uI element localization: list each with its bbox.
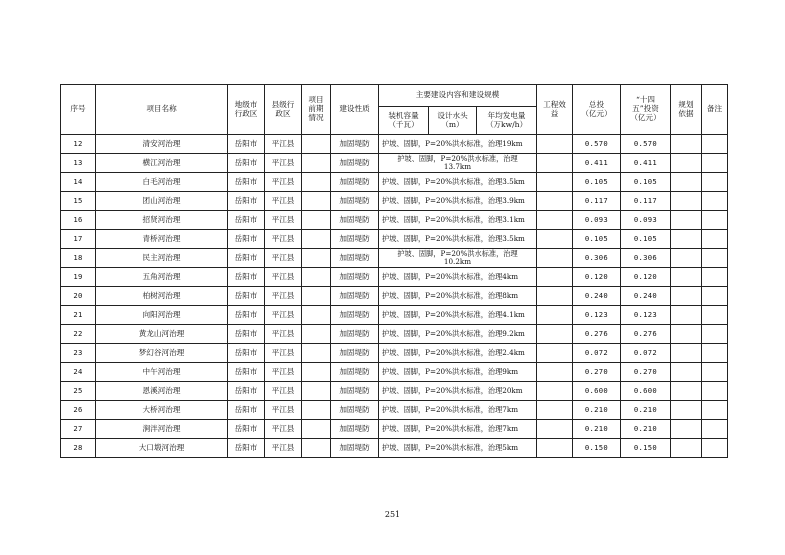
cell-benefit — [537, 135, 573, 154]
cell-nature: 加固堤防 — [331, 249, 379, 268]
cell-seq: 22 — [61, 325, 96, 344]
cell-city: 岳阳市 — [228, 287, 265, 306]
cell-basis — [671, 306, 702, 325]
cell-county: 平江县 — [265, 268, 302, 287]
cell-note — [702, 401, 728, 420]
cell-total-investment: 0.600 — [573, 382, 621, 401]
cell-basis — [671, 287, 702, 306]
cell-construction-scale: 护坡、固脚，P=20%洪水标准，治理3.1km — [379, 211, 537, 230]
cell-city: 岳阳市 — [228, 382, 265, 401]
cell-county: 平江县 — [265, 344, 302, 363]
cell-total-investment: 0.105 — [573, 173, 621, 192]
cell-benefit — [537, 268, 573, 287]
cell-construction-scale: 护坡、固脚，P=20%洪水标准，治理7km — [379, 420, 537, 439]
cell-prelim — [302, 154, 331, 173]
cell-benefit — [537, 211, 573, 230]
cell-benefit — [537, 439, 573, 458]
cell-note — [702, 363, 728, 382]
cell-prelim — [302, 439, 331, 458]
cell-project-name: 五角河治理 — [96, 268, 228, 287]
cell-project-name: 团山河治理 — [96, 192, 228, 211]
cell-construction-scale: 护坡、固脚，P=20%洪水标准，治理9.2km — [379, 325, 537, 344]
table-row — [61, 268, 728, 287]
cell-prelim — [302, 192, 331, 211]
cell-project-name: 中午河治理 — [96, 363, 228, 382]
cell-prelim — [302, 325, 331, 344]
cell-note — [702, 211, 728, 230]
cell-project-name: 横江河治理 — [96, 154, 228, 173]
cell-14th-investment: 0.210 — [621, 401, 671, 420]
table-row — [61, 173, 728, 192]
cell-construction-scale: 护坡、固脚，P=20%洪水标准，治理3.5km — [379, 173, 537, 192]
cell-city: 岳阳市 — [228, 211, 265, 230]
cell-total-investment: 0.123 — [573, 306, 621, 325]
cell-total-investment: 0.276 — [573, 325, 621, 344]
cell-construction-scale: 护坡、固脚，P=20%洪水标准，治理 10.2km — [379, 249, 537, 268]
cell-benefit — [537, 306, 573, 325]
table-row — [61, 344, 728, 363]
table-row — [61, 420, 728, 439]
cell-city: 岳阳市 — [228, 401, 265, 420]
cell-basis — [671, 192, 702, 211]
cell-construction-scale: 护坡、固脚，P=20%洪水标准，治理4.1km — [379, 306, 537, 325]
table-row — [61, 363, 728, 382]
table-row — [61, 401, 728, 420]
cell-construction-scale: 护坡、固脚，P=20%洪水标准，治理4km — [379, 268, 537, 287]
cell-note — [702, 439, 728, 458]
cell-seq: 23 — [61, 344, 96, 363]
cell-14th-investment: 0.240 — [621, 287, 671, 306]
cell-project-name: 民主河治理 — [96, 249, 228, 268]
cell-seq: 17 — [61, 230, 96, 249]
cell-county: 平江县 — [265, 325, 302, 344]
header-prelim: 项目 前期 情况 — [302, 85, 331, 135]
header-main-scale: 主要建设内容和建设规模 — [379, 85, 537, 107]
cell-county: 平江县 — [265, 249, 302, 268]
cell-seq: 27 — [61, 420, 96, 439]
cell-seq: 18 — [61, 249, 96, 268]
cell-benefit — [537, 230, 573, 249]
cell-basis — [671, 211, 702, 230]
table-row — [61, 230, 728, 249]
cell-construction-scale: 护坡、固脚，P=20%洪水标准，治理8km — [379, 287, 537, 306]
cell-county: 平江县 — [265, 382, 302, 401]
header-nature: 建设性质 — [331, 85, 379, 135]
cell-nature: 加固堤防 — [331, 154, 379, 173]
cell-note — [702, 135, 728, 154]
header-head: 设计水头 （m） — [429, 107, 477, 135]
cell-total-investment: 0.150 — [573, 439, 621, 458]
page-number: 251 — [384, 510, 401, 519]
cell-14th-investment: 0.210 — [621, 420, 671, 439]
cell-project-name: 清安河治理 — [96, 135, 228, 154]
cell-city: 岳阳市 — [228, 192, 265, 211]
cell-project-name: 招贤河治理 — [96, 211, 228, 230]
cell-benefit — [537, 192, 573, 211]
header-project-name: 项目名称 — [96, 85, 228, 135]
cell-total-investment: 0.093 — [573, 211, 621, 230]
cell-note — [702, 192, 728, 211]
table-row — [61, 249, 728, 268]
cell-basis — [671, 154, 702, 173]
cell-seq: 28 — [61, 439, 96, 458]
cell-construction-scale: 护坡、固脚，P=20%洪水标准，治理5km — [379, 439, 537, 458]
cell-note — [702, 173, 728, 192]
cell-benefit — [537, 287, 573, 306]
cell-city: 岳阳市 — [228, 344, 265, 363]
cell-benefit — [537, 249, 573, 268]
cell-prelim — [302, 401, 331, 420]
cell-basis — [671, 249, 702, 268]
cell-project-name: 柏树河治理 — [96, 287, 228, 306]
cell-nature: 加固堤防 — [331, 306, 379, 325]
cell-nature: 加固堤防 — [331, 211, 379, 230]
cell-county: 平江县 — [265, 135, 302, 154]
cell-total-investment: 0.117 — [573, 192, 621, 211]
cell-basis — [671, 173, 702, 192]
header-city: 地级市 行政区 — [228, 85, 265, 135]
cell-nature: 加固堤防 — [331, 173, 379, 192]
cell-benefit — [537, 173, 573, 192]
cell-county: 平江县 — [265, 192, 302, 211]
cell-city: 岳阳市 — [228, 173, 265, 192]
cell-total-investment: 0.240 — [573, 287, 621, 306]
cell-basis — [671, 382, 702, 401]
cell-city: 岳阳市 — [228, 420, 265, 439]
cell-nature: 加固堤防 — [331, 230, 379, 249]
cell-county: 平江县 — [265, 439, 302, 458]
cell-project-name: 青桥河治理 — [96, 230, 228, 249]
cell-nature: 加固堤防 — [331, 401, 379, 420]
cell-14th-investment: 0.105 — [621, 173, 671, 192]
cell-seq: 16 — [61, 211, 96, 230]
cell-seq: 25 — [61, 382, 96, 401]
cell-city: 岳阳市 — [228, 249, 265, 268]
cell-total-investment: 0.411 — [573, 154, 621, 173]
cell-seq: 24 — [61, 363, 96, 382]
cell-note — [702, 230, 728, 249]
header-benefit: 工程效 益 — [537, 85, 573, 135]
cell-project-name: 恩溪河治理 — [96, 382, 228, 401]
cell-nature: 加固堤防 — [331, 268, 379, 287]
cell-14th-investment: 0.411 — [621, 154, 671, 173]
cell-total-investment: 0.072 — [573, 344, 621, 363]
cell-project-name: 大桥河治理 — [96, 401, 228, 420]
cell-city: 岳阳市 — [228, 363, 265, 382]
cell-city: 岳阳市 — [228, 325, 265, 344]
cell-14th-investment: 0.570 — [621, 135, 671, 154]
cell-basis — [671, 401, 702, 420]
cell-county: 平江县 — [265, 230, 302, 249]
cell-note — [702, 325, 728, 344]
table-row — [61, 439, 728, 458]
cell-14th-investment: 0.306 — [621, 249, 671, 268]
table-row — [61, 135, 728, 154]
cell-nature: 加固堤防 — [331, 363, 379, 382]
header-total-investment: 总投 （亿元） — [573, 85, 621, 135]
cell-nature: 加固堤防 — [331, 420, 379, 439]
cell-nature: 加固堤防 — [331, 135, 379, 154]
cell-prelim — [302, 249, 331, 268]
cell-benefit — [537, 420, 573, 439]
cell-note — [702, 154, 728, 173]
cell-county: 平江县 — [265, 420, 302, 439]
cell-prelim — [302, 420, 331, 439]
cell-total-investment: 0.570 — [573, 135, 621, 154]
cell-note — [702, 249, 728, 268]
table-row — [61, 154, 728, 173]
cell-nature: 加固堤防 — [331, 192, 379, 211]
cell-prelim — [302, 382, 331, 401]
cell-construction-scale: 护坡、固脚，P=20%洪水标准，治理19km — [379, 135, 537, 154]
cell-county: 平江县 — [265, 287, 302, 306]
cell-note — [702, 382, 728, 401]
cell-construction-scale: 护坡、固脚，P=20%洪水标准，治理20km — [379, 382, 537, 401]
cell-construction-scale: 护坡、固脚，P=20%洪水标准，治理9km — [379, 363, 537, 382]
cell-county: 平江县 — [265, 154, 302, 173]
cell-project-name: 白毛河治理 — [96, 173, 228, 192]
table-row — [61, 325, 728, 344]
cell-total-investment: 0.120 — [573, 268, 621, 287]
cell-seq: 20 — [61, 287, 96, 306]
cell-nature: 加固堤防 — [331, 287, 379, 306]
cell-total-investment: 0.306 — [573, 249, 621, 268]
cell-prelim — [302, 287, 331, 306]
cell-basis — [671, 135, 702, 154]
cell-benefit — [537, 344, 573, 363]
header-county: 县级行 政区 — [265, 85, 302, 135]
cell-construction-scale: 护坡、固脚，P=20%洪水标准，治理7km — [379, 401, 537, 420]
cell-county: 平江县 — [265, 306, 302, 325]
cell-city: 岳阳市 — [228, 154, 265, 173]
cell-benefit — [537, 382, 573, 401]
cell-benefit — [537, 363, 573, 382]
cell-basis — [671, 439, 702, 458]
cell-basis — [671, 363, 702, 382]
cell-14th-investment: 0.150 — [621, 439, 671, 458]
cell-14th-investment: 0.117 — [621, 192, 671, 211]
cell-14th-investment: 0.270 — [621, 363, 671, 382]
cell-prelim — [302, 135, 331, 154]
cell-14th-investment: 0.276 — [621, 325, 671, 344]
cell-project-name: 涧泮河治理 — [96, 420, 228, 439]
cell-construction-scale: 护坡、固脚，P=20%洪水标准，治理2.4km — [379, 344, 537, 363]
cell-project-name: 大口塅河治理 — [96, 439, 228, 458]
cell-14th-investment: 0.123 — [621, 306, 671, 325]
cell-basis — [671, 230, 702, 249]
cell-prelim — [302, 306, 331, 325]
cell-14th-investment: 0.600 — [621, 382, 671, 401]
cell-seq: 19 — [61, 268, 96, 287]
table-row — [61, 382, 728, 401]
cell-benefit — [537, 401, 573, 420]
cell-total-investment: 0.105 — [573, 230, 621, 249]
cell-prelim — [302, 230, 331, 249]
cell-city: 岳阳市 — [228, 268, 265, 287]
cell-seq: 15 — [61, 192, 96, 211]
cell-project-name: 梦幻谷河治理 — [96, 344, 228, 363]
cell-prelim — [302, 363, 331, 382]
cell-total-investment: 0.270 — [573, 363, 621, 382]
cell-construction-scale: 护坡、固脚，P=20%洪水标准，治理3.5km — [379, 230, 537, 249]
table-row — [61, 306, 728, 325]
cell-note — [702, 287, 728, 306]
cell-seq: 26 — [61, 401, 96, 420]
cell-county: 平江县 — [265, 173, 302, 192]
cell-14th-investment: 0.093 — [621, 211, 671, 230]
cell-seq: 12 — [61, 135, 96, 154]
cell-project-name: 向阳河治理 — [96, 306, 228, 325]
cell-prelim — [302, 344, 331, 363]
cell-prelim — [302, 173, 331, 192]
table-row — [61, 287, 728, 306]
header-power: 年均发电量 （万kw/h） — [477, 107, 537, 135]
table-row — [61, 192, 728, 211]
cell-nature: 加固堤防 — [331, 439, 379, 458]
cell-basis — [671, 344, 702, 363]
header-basis: 规划 依据 — [671, 85, 702, 135]
cell-prelim — [302, 211, 331, 230]
table-body — [61, 135, 728, 458]
cell-seq: 14 — [61, 173, 96, 192]
cell-basis — [671, 268, 702, 287]
cell-prelim — [302, 268, 331, 287]
header-14th-investment: “十四 五”投资 （亿元） — [621, 85, 671, 135]
cell-nature: 加固堤防 — [331, 344, 379, 363]
cell-city: 岳阳市 — [228, 230, 265, 249]
cell-14th-investment: 0.072 — [621, 344, 671, 363]
cell-project-name: 黄龙山河治理 — [96, 325, 228, 344]
cell-county: 平江县 — [265, 211, 302, 230]
cell-note — [702, 306, 728, 325]
cell-benefit — [537, 325, 573, 344]
cell-total-investment: 0.210 — [573, 401, 621, 420]
header-note: 备注 — [702, 85, 728, 135]
header-seq: 序号 — [61, 85, 96, 135]
cell-14th-investment: 0.120 — [621, 268, 671, 287]
cell-seq: 21 — [61, 306, 96, 325]
cell-note — [702, 268, 728, 287]
cell-seq: 13 — [61, 154, 96, 173]
cell-city: 岳阳市 — [228, 439, 265, 458]
cell-14th-investment: 0.105 — [621, 230, 671, 249]
cell-county: 平江县 — [265, 401, 302, 420]
header-capacity: 装机容量 （千瓦） — [379, 107, 429, 135]
cell-total-investment: 0.210 — [573, 420, 621, 439]
cell-note — [702, 344, 728, 363]
cell-city: 岳阳市 — [228, 306, 265, 325]
cell-note — [702, 420, 728, 439]
project-table — [60, 84, 728, 458]
cell-county: 平江县 — [265, 363, 302, 382]
cell-city: 岳阳市 — [228, 135, 265, 154]
cell-basis — [671, 325, 702, 344]
table-row — [61, 211, 728, 230]
cell-construction-scale: 护坡、固脚，P=20%洪水标准，治理 13.7km — [379, 154, 537, 173]
cell-construction-scale: 护坡、固脚，P=20%洪水标准，治理3.9km — [379, 192, 537, 211]
cell-nature: 加固堤防 — [331, 325, 379, 344]
cell-basis — [671, 420, 702, 439]
cell-benefit — [537, 154, 573, 173]
cell-nature: 加固堤防 — [331, 382, 379, 401]
